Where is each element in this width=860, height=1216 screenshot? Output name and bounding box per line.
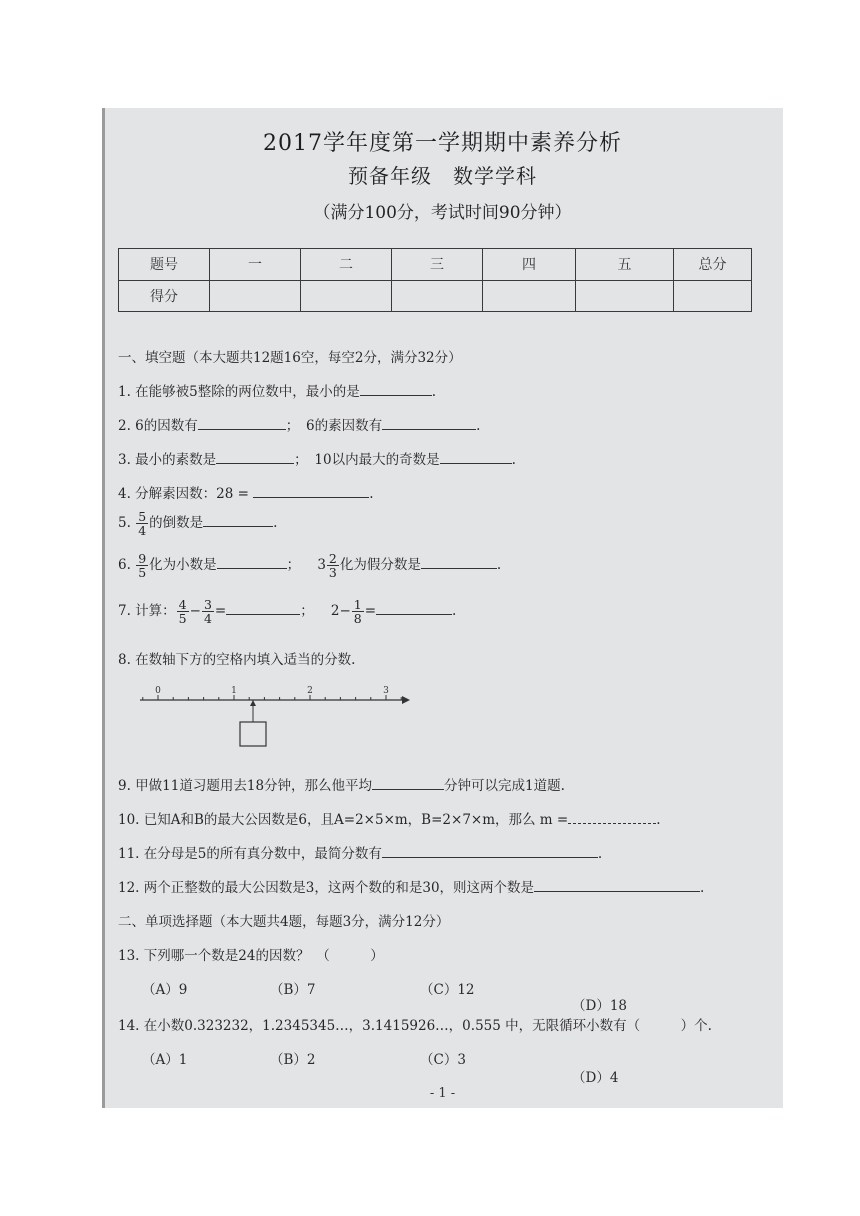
question-text: 9. 甲做11道习题用去18分钟，那么他平均 [118,778,373,794]
option-a[interactable]: （A）1 [142,1052,188,1068]
score-cell: 得分 [119,280,210,312]
answer-blank[interactable] [203,512,273,527]
period: . [476,418,481,434]
answer-blank[interactable] [198,415,286,430]
exam-title: 2017学年度第一学期期中素养分析 [263,131,622,156]
numerator: 5 [138,509,147,524]
option-d[interactable]: （D）4 [572,1070,619,1086]
exam-subtitle: 预备年级 数学学科 [348,164,537,188]
answer-blank[interactable] [360,381,432,396]
option-b[interactable]: （B）2 [270,1052,316,1068]
fraction [352,598,364,625]
number-line [136,680,416,752]
equals: = [364,603,377,620]
question-1 [118,380,436,400]
axis-label-2: 2 [307,686,313,696]
period: . [496,557,502,574]
fraction [136,552,148,579]
answer-blank[interactable] [217,554,287,569]
axis-label-3: 3 [383,686,389,696]
answer-blank[interactable] [421,554,497,569]
question-6 [118,552,501,579]
numerator: 3 [203,597,212,612]
denominator: 4 [138,523,147,539]
score-table-score-row [119,280,752,312]
score-table-header-row [119,249,752,281]
operator: − [189,603,201,620]
answer-blank[interactable] [372,775,444,790]
denominator: 5 [138,565,147,581]
question-3 [118,448,516,468]
period: . [700,880,705,896]
numerator: 4 [178,597,187,612]
pointer-arrow [250,700,256,706]
period: . [273,515,278,532]
question-8: 8. 在数轴下方的空格内填入适当的分数. [118,652,356,668]
question-text: 4. 分解素因数：28 = [118,486,249,502]
score-input-cell[interactable] [210,280,301,312]
question-number: 5. [118,515,131,532]
answer-blank[interactable] [382,843,598,858]
score-cell: 四 [483,249,576,281]
answer-blank[interactable] [440,449,512,464]
question-14: 14. 在小数0.323232，1.2345345…，3.1415926…，0.555 中，无限循环小数有（ ）个. [118,1018,712,1034]
denominator: 3 [328,565,337,581]
period: . [511,452,516,468]
separator: ； [286,557,301,574]
numerator: 1 [353,597,362,612]
denominator: 5 [178,611,187,627]
answer-box[interactable] [240,722,266,746]
answer-blank[interactable] [382,415,476,430]
period: . [431,384,437,400]
question-number: 6. [118,557,131,574]
answer-blank[interactable] [226,600,300,615]
expression: 2− [330,603,351,620]
answer-blank[interactable] [376,600,452,615]
option-d[interactable]: （D）18 [572,998,628,1014]
question-prefix: 7. 计算： [118,603,176,620]
option-c[interactable]: （C）3 [420,1052,466,1068]
option-b[interactable]: （B）7 [270,982,316,998]
answer-blank[interactable] [253,483,369,498]
question-text: 的倒数是 [149,515,204,532]
question-text: 化为小数是 [149,557,217,574]
question-text: 3. 最小的素数是 [118,452,217,468]
score-input-cell[interactable] [392,280,483,312]
score-cell: 二 [301,249,392,281]
whole-number: 3 [317,557,326,574]
fraction [202,598,214,625]
question-2 [118,414,480,434]
equals: = [214,603,227,620]
numerator: 2 [328,551,337,566]
question-12 [118,876,704,896]
answer-blank[interactable] [534,877,700,892]
section1-heading: 一、填空题（本大题共12题16空，每空2分，满分32分） [118,350,462,366]
score-cell: 总分 [674,249,752,281]
option-c[interactable]: （C）12 [420,982,475,998]
score-input-cell[interactable] [301,280,392,312]
question-11 [118,842,602,862]
score-table [118,248,752,312]
score-input-cell[interactable] [483,280,576,312]
answer-blank[interactable] [216,449,294,464]
period: . [656,812,661,828]
axis-ticks [143,695,401,700]
score-cell: 五 [576,249,674,281]
question-text: 11. 在分母是5的所有真分数中，最简分数有 [118,846,382,862]
question-text: 1. 在能够被5整除的两位数中，最小的是 [118,384,360,400]
axis-arrow [402,696,410,704]
question-5 [118,510,277,537]
option-a[interactable]: （A）9 [142,982,188,998]
numerator: 9 [138,551,147,566]
score-input-cell[interactable] [576,280,674,312]
fraction [136,510,148,537]
question-text: 12. 两个正整数的最大公因数是3，这两个数的和是30，则这两个数是 [118,880,535,896]
denominator: 8 [353,611,362,627]
question-text: ； 10以内最大的奇数是 [294,452,440,468]
period: . [597,846,603,862]
question-4 [118,482,374,502]
fraction [177,598,189,625]
question-10 [118,808,661,828]
score-cell: 一 [210,249,301,281]
question-13: 13. 下列哪一个数是24的因数？ （ ） [118,948,384,964]
page-number: - 1 - [429,1086,456,1101]
score-cell: 题号 [119,249,210,281]
question-text: 2. 6的因数有 [118,418,198,434]
exam-paper [102,108,783,1108]
axis-label-1: 1 [231,686,237,696]
question-text: 化为假分数是 [339,557,421,574]
fraction [327,552,339,579]
paper-edge [102,108,105,1108]
exam-info: （满分100分，考试时间90分钟） [313,203,572,223]
period: . [369,486,374,502]
score-cell: 三 [392,249,483,281]
axis-label-0: 0 [155,686,161,696]
denominator: 4 [203,611,212,627]
period: . [452,603,457,620]
score-input-cell[interactable] [674,280,752,312]
question-text: 10. 已知A和B的最大公因数是6，且A=2×5×m，B=2×7×m，那么 m = [118,812,569,828]
answer-blank[interactable] [568,809,656,824]
section2-heading: 二、单项选择题（本大题共4题，每题3分，满分12分） [118,914,450,930]
question-text: 分钟可以完成1道题. [444,778,565,794]
question-text: ； 6的素因数有 [285,418,383,434]
separator: ； [300,603,314,620]
question-9 [118,774,565,794]
question-7 [118,598,456,625]
